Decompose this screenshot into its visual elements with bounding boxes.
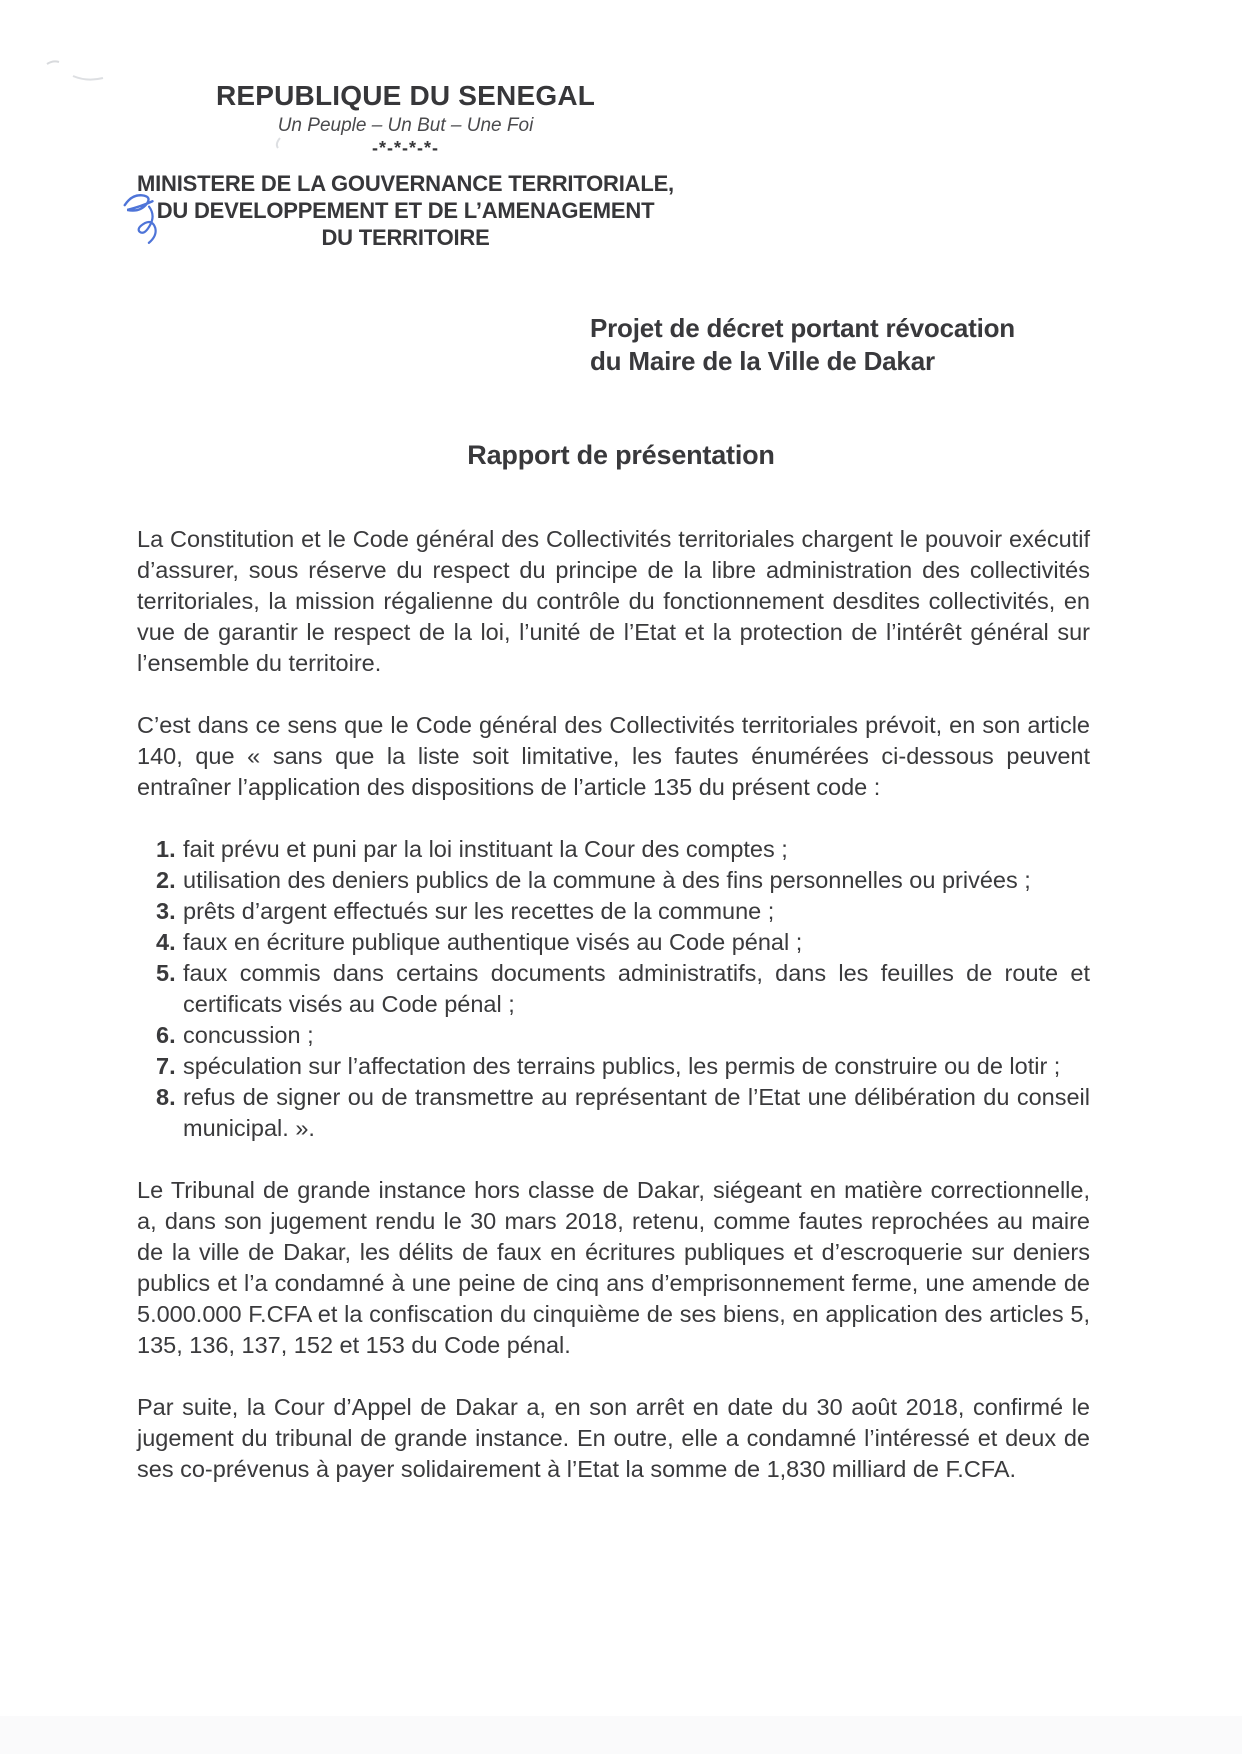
paragraph-article-140: C’est dans ce sens que le Code général des Collectivités territoriales prévoit, en son article 140, que « sans que la liste soit limitative, les fautes énumérées ci-dessous peuvent entraîner l’application des dispositions de l’article 135 du présent code : — [137, 712, 1090, 800]
list-item — [137, 834, 1090, 865]
ministry-name — [78, 170, 733, 251]
list-item-number: 6. — [156, 1022, 176, 1048]
list-item — [137, 896, 1090, 927]
ministry-line-1: MINISTERE DE LA GOUVERNANCE TERRITORIALE, — [137, 171, 674, 196]
national-motto: Un Peuple – Un But – Une Foi — [277, 115, 534, 136]
ministry-line-3: DU TERRITOIRE — [321, 225, 490, 250]
list-item-text: utilisation des deniers publics de la commune à des fins personnelles ou privées ; — [183, 867, 1031, 893]
list-item — [137, 1020, 1090, 1051]
list-item-text: fait prévu et puni par la loi instituant la Cour des comptes ; — [183, 836, 788, 862]
list-item-text: refus de signer ou de transmettre au représentant de l’Etat une délibération du conseil municipal. ». — [183, 1084, 1090, 1141]
list-item-text: concussion ; — [183, 1022, 314, 1048]
paragraph-appeal-court: Par suite, la Cour d’Appel de Dakar a, en son arrêt en date du 30 août 2018, confirmé le jugement du tribunal de grande instance. En outre, elle a condamné l’intéressé et deux de ses co-prévenus à payer solidairement à l’Etat la somme de 1,830 milliard de F.CFA. — [137, 1394, 1090, 1482]
list-item-text: prêts d’argent effectués sur les recettes de la commune ; — [183, 898, 775, 924]
report-body — [137, 524, 1090, 1516]
faults-list — [137, 834, 1090, 1144]
document-title-line-1: Projet de décret portant révocation — [590, 313, 1015, 343]
ministry-line-2: DU DEVELOPPEMENT ET DE L’AMENAGEMENT — [156, 198, 655, 223]
list-item-text: faux en écriture publique authentique visés au Code pénal ; — [183, 929, 803, 955]
list-item — [137, 927, 1090, 958]
list-item-text: spéculation sur l’affectation des terrains publics, les permis de construire ou de lotir ; — [183, 1053, 1061, 1079]
list-item-text: faux commis dans certains documents administratifs, dans les feuilles de route et certificats visés au Code pénal ; — [183, 960, 1090, 1017]
handwritten-initials-mark — [117, 182, 175, 249]
ornament-separator: -*-*-*-*- — [372, 138, 439, 158]
list-item-number: 8. — [156, 1084, 176, 1110]
document-title — [590, 312, 1015, 378]
list-item-number: 3. — [156, 898, 176, 924]
list-item-number: 5. — [156, 960, 176, 986]
document-title-line-2: du Maire de la Ville de Dakar — [590, 346, 935, 376]
letterhead — [78, 80, 733, 251]
list-item-number: 7. — [156, 1053, 176, 1079]
scan-edge-band — [0, 1716, 1242, 1754]
list-item-number: 1. — [156, 836, 176, 862]
paragraph-constitution: La Constitution et le Code général des Collectivités territoriales chargent le pouvoir exécutif d’assurer, sous réserve du respect du principe de la libre administration des collectivités territoriales, la mission régalienne du contrôle du fonctionnement desdites collectivités, en vue de garantir le respect de la loi, l’unité de l’Etat et la protection de l’intérêt général sur l’ensemble du territoire. — [137, 526, 1090, 676]
list-item-number: 4. — [156, 929, 176, 955]
report-heading: Rapport de présentation — [467, 440, 775, 470]
list-item — [137, 1082, 1090, 1144]
list-item — [137, 865, 1090, 896]
list-item — [137, 958, 1090, 1020]
paragraph-tribunal-judgment: Le Tribunal de grande instance hors classe de Dakar, siégeant en matière correctionnelle, a, dans son jugement rendu le 30 mars 2018, retenu, comme fautes reprochées au maire de la ville de Dakar, les délits de faux en écritures publiques et d’escroquerie sur deniers publics et l’a condamné à une peine de cinq ans d’emprisonnement ferme, une amende de 5.000.000 F.CFA et la confiscation du cinquième de ses biens, en application des articles 5, 135, 136, 137, 152 et 153 du Code pénal. — [137, 1177, 1090, 1358]
country-name: REPUBLIQUE DU SENEGAL — [215, 80, 596, 111]
list-item — [137, 1051, 1090, 1082]
list-item-number: 2. — [156, 867, 176, 893]
